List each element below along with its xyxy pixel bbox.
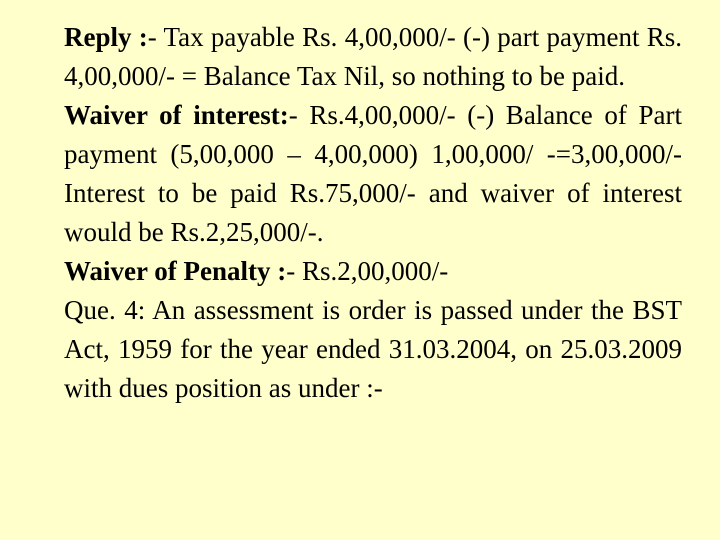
waiver-of-interest-text: - Rs.4,00,000/- (-) Balance of Part payment (5,00,000 – 4,00,000) 1,00,000/ -=3,00,000/- Interest to be paid Rs.75,000/- and waiver of interest would be Rs.2,25,000/-. xyxy=(64,100,682,247)
slide-content xyxy=(64,18,682,408)
question-paragraph xyxy=(64,291,682,408)
waiver-of-penalty-text: - Rs.2,00,000/- xyxy=(286,256,449,286)
reply-paragraph xyxy=(64,18,682,96)
reply-heading: Reply : xyxy=(64,22,148,52)
reply-text: - Tax payable Rs. 4,00,000/- (-) part payment Rs. 4,00,000/- = Balance Tax Nil, so nothing to be paid. xyxy=(64,22,682,91)
waiver-of-penalty-heading: Waiver of Penalty : xyxy=(64,256,287,286)
question-text: Que. 4: An assessment is order is passed under the BST Act, 1959 for the year ended 31.03.2004, on 25.03.2009 with dues position as under :- xyxy=(64,295,682,403)
waiver-of-interest-heading: Waiver of interest: xyxy=(64,100,289,130)
waiver-of-interest-paragraph xyxy=(64,96,682,252)
waiver-of-penalty-paragraph xyxy=(64,252,682,291)
